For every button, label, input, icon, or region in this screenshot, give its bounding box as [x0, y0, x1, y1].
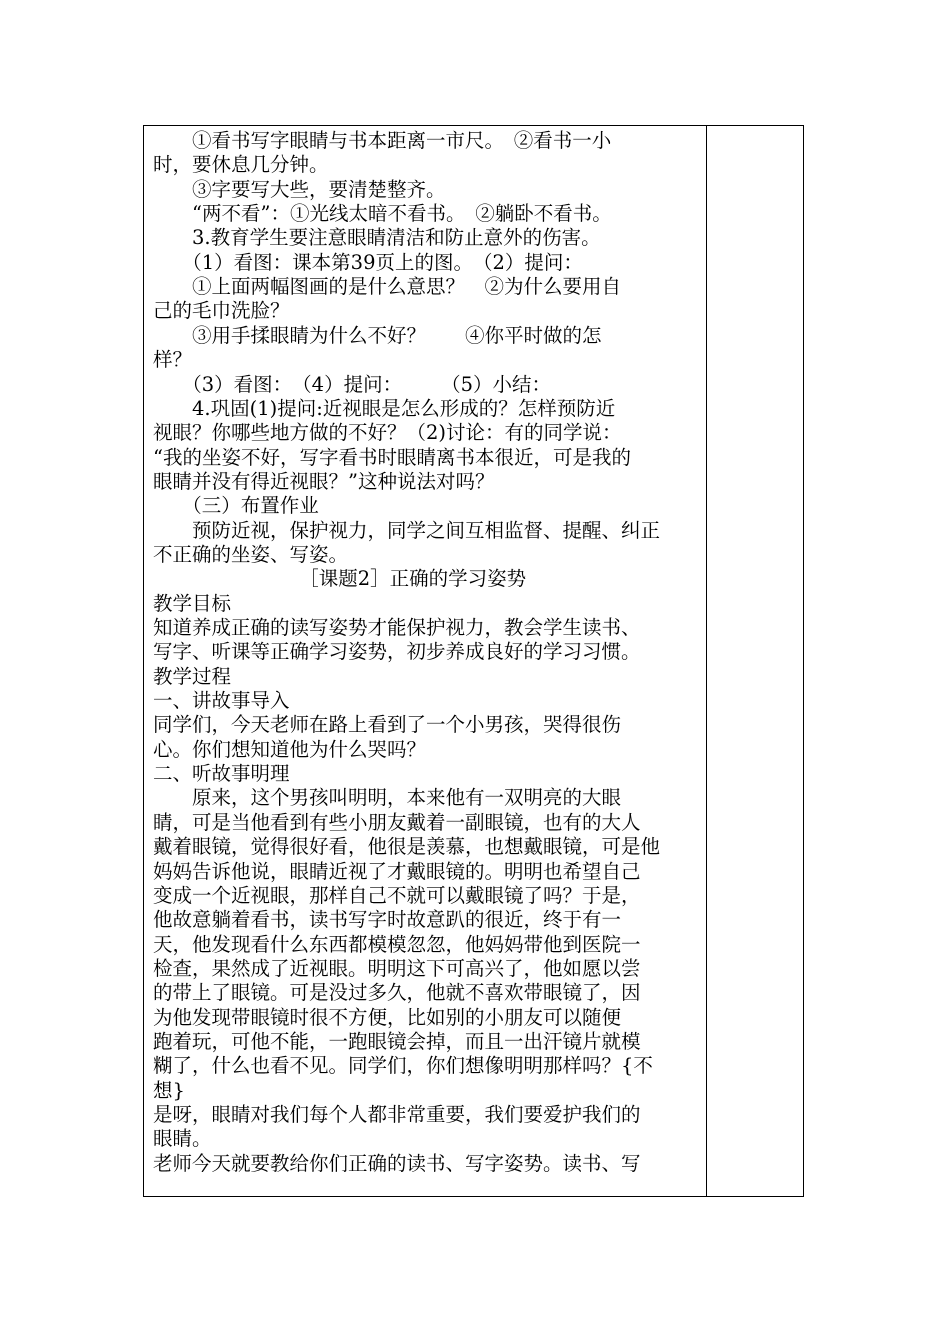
text-line: 3.教育学生要注意眼睛清洁和防止意外的伤害。 [153, 226, 601, 250]
text-line: 妈妈告诉他说，眼睛近视了才戴眼镜的。明明也希望自己 [153, 859, 641, 883]
text-line: 糊了，什么也看不见。同学们，你们想像明明那样吗？{不 [153, 1054, 653, 1078]
text-line: 睛，可是当他看到有些小朋友戴着一副眼镜，也有的大人 [153, 810, 641, 834]
text-line: “我的坐姿不好，写字看书时眼睛离书本很近，可是我的 [153, 445, 631, 469]
text-line: 预防近视，保护视力，同学之间互相监督、提醒、纠正 [153, 518, 661, 542]
text-line: 不正确的坐姿、写姿。 [153, 542, 349, 566]
lesson-content-cell [153, 126, 701, 1196]
text-line: 时，要休息几分钟。 [153, 153, 329, 177]
text-line: ［课题2］正确的学习姿势 [153, 567, 527, 591]
text-line: 天，他发现看什么东西都模模忽忽，他妈妈带他到医院一 [153, 932, 641, 956]
text-line: 己的毛巾洗脸？ [153, 299, 290, 323]
text-line: 4.巩固(1)提问:近视眼是怎么形成的？怎样预防近 [153, 396, 616, 420]
text-line: 的带上了眼镜。可是没过多久，他就不喜欢带眼镜了，因 [153, 981, 641, 1005]
text-line: 心。你们想知道他为什么哭吗？ [153, 737, 427, 761]
text-line: 样？ [153, 348, 193, 372]
text-line: 想} [153, 1078, 185, 1102]
text-line: ①看书写字眼睛与书本距离一市尺。 ②看书一小 [153, 129, 612, 152]
text-line: （3）看图： （4）提问： （5）小结： [153, 372, 551, 396]
text-line: 知道养成正确的读写姿势才能保护视力，教会学生读书、 [153, 616, 641, 639]
text-line: 他故意躺着看书，读书写字时故意趴的很近，终于有一 [153, 908, 622, 932]
text-line: （1）看图：课本第39页上的图。 （2）提问： [153, 250, 583, 274]
text-line: ①上面两幅图画的是什么意思？ ②为什么要用自 [153, 275, 622, 299]
text-line: 一、讲故事导入 [153, 689, 290, 713]
text-line: ③字要写大些，要清楚整齐。 [153, 177, 446, 201]
text-line: 戴着眼镜，觉得很好看，他很是羡慕，也想戴眼镜，可是他 [153, 835, 661, 859]
text-line: 检查，果然成了近视眼。明明这下可高兴了，他如愿以尝 [153, 956, 641, 980]
text-line: 视眼？你哪些地方做的不好？（2)讨论：有的同学说： [153, 421, 622, 445]
text-line: 是呀，眼睛对我们每个人都非常重要，我们要爱护我们的 [153, 1103, 641, 1126]
text-line: 教学过程 [153, 664, 232, 688]
text-line: “两不看”：①光线太暗不看书。 ②躺卧不看书。 [153, 202, 612, 226]
text-line: ③用手揉眼睛为什么不好？ ④你平时做的怎 [153, 323, 602, 347]
notes-cell [707, 126, 803, 1196]
document-table [143, 125, 804, 1197]
text-line: 二、听故事明理 [153, 762, 290, 786]
text-line: （三）布置作业 [153, 494, 319, 518]
text-line: 老师今天就要教给你们正确的读书、写字姿势。读书、写 [153, 1151, 641, 1175]
text-line: 教学目标 [153, 591, 232, 615]
text-line: 写字、听课等正确学习姿势，初步养成良好的学习习惯。 [153, 640, 641, 664]
text-line: 同学们，今天老师在路上看到了一个小男孩，哭得很伤 [153, 713, 622, 737]
text-line: 变成一个近视眼，那样自己不就可以戴眼镜了吗？于是， [153, 883, 641, 907]
text-line: 为他发现带眼镜时很不方便，比如别的小朋友可以随便 [153, 1005, 622, 1029]
text-line: 眼睛并没有得近视眼？”这种说法对吗？ [153, 469, 495, 493]
text-line: 原来，这个男孩叫明明，本来他有一双明亮的大眼 [153, 786, 622, 810]
text-line: 眼睛。 [153, 1127, 212, 1151]
text-line: 跑着玩，可他不能，一跑眼镜会掉，而且一出汗镜片就模 [153, 1029, 641, 1053]
